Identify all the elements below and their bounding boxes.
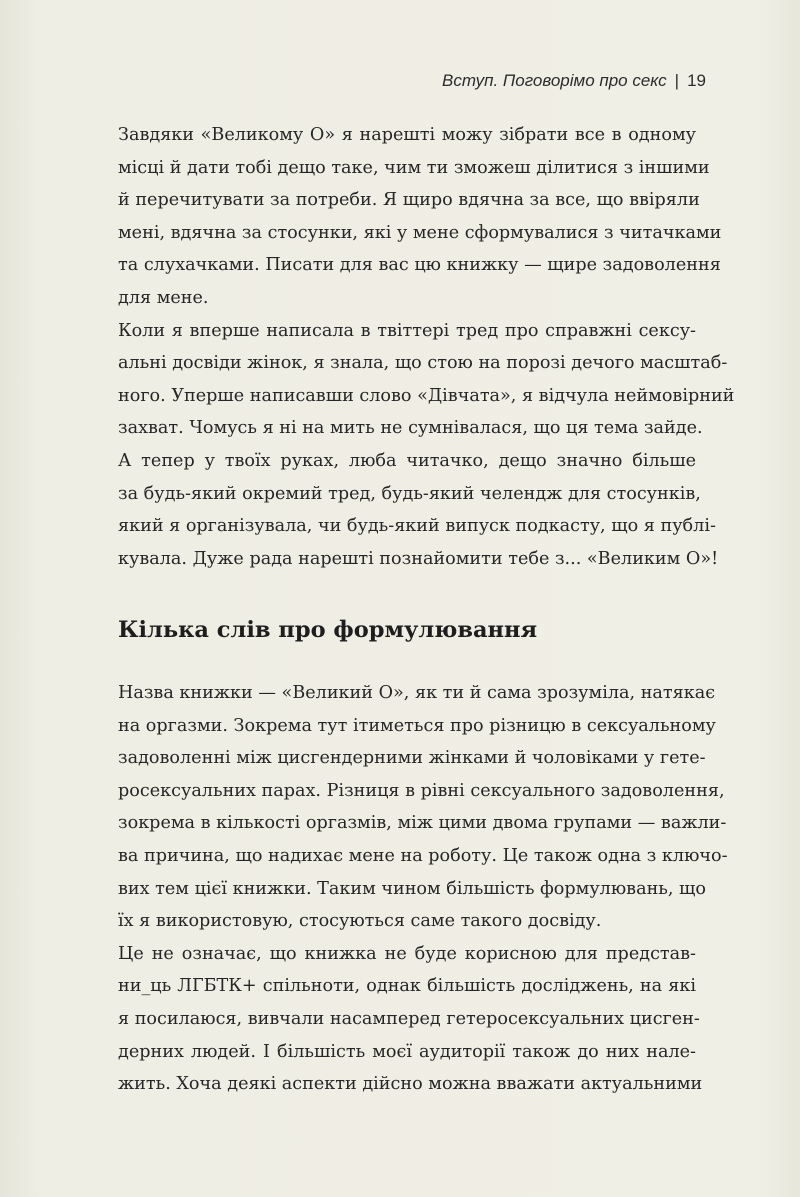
- text-line: альні досвіди жінок, я знала, що стою на порозі дечого масштаб-: [118, 353, 728, 374]
- text-line: Це не означає, що книжка не буде корисною для представ-: [118, 943, 696, 964]
- text-line: зокрема в кількості оргазмів, між цими двома групами — важли-: [118, 813, 727, 834]
- text-line: Коли я вперше написала в твіттері тред про справжні сексу-: [118, 320, 696, 341]
- text-line: Завдяки «Великому О» я нарешті можу зібрати все в одному: [118, 125, 696, 145]
- text-line: А тепер у твоїх руках, люба читачко, дещо значно більше: [118, 450, 696, 471]
- text-line: дерних людей. І більшість моєї аудиторії також до них нале-: [118, 1041, 696, 1062]
- running-head-separator: |: [674, 71, 680, 90]
- section-heading: Кілька слів про формулювання: [118, 617, 538, 643]
- text-line: росексуальних парах. Різниця в рівні сексуального задоволення,: [118, 780, 725, 801]
- body-text-bottom: [118, 677, 728, 1101]
- body-text-top: [118, 119, 735, 575]
- text-line: який я організувала, чи будь-який випуск подкасту, що я публі-: [118, 516, 716, 537]
- text-line: для мене.: [118, 287, 209, 308]
- text-line: місці й дати тобі дещо таке, чим ти зможеш ділитися з іншими: [118, 157, 710, 178]
- running-head-title: Вступ. Поговорімо про секс: [442, 71, 667, 90]
- text-line: на оргазми. Зокрема тут ітиметься про різницю в сексуальному: [118, 715, 716, 736]
- running-head: [442, 71, 706, 91]
- text-line: Назва книжки — «Великий О», як ти й сама зрозуміла, натякає: [118, 683, 716, 703]
- text-line: ного. Уперше написавши слово «Дівчата», я відчула неймовірний: [118, 385, 735, 406]
- text-line: їх я використовую, стосуються саме такого досвіду.: [118, 911, 602, 932]
- text-line: та слухачками. Писати для вас цю книжку — щире задоволення: [118, 255, 721, 276]
- text-line: ни_ць ЛГБТК+ спільноти, однак більшість досліджень, на які: [118, 976, 696, 997]
- text-line: ва причина, що надихає мене на роботу. Це також одна з ключо-: [118, 845, 728, 866]
- text-line: й перечитувати за потреби. Я щиро вдячна за все, що ввіряли: [118, 190, 700, 211]
- text-line: за будь-який окремий тред, будь-який челендж для стосунків,: [118, 483, 701, 504]
- text-line: мені, вдячна за стосунки, які у мене сформувалися з читачками: [118, 222, 722, 243]
- text-line: задоволенні між цисгендерними жінками й чоловіками у гете-: [118, 748, 706, 769]
- page-number: 19: [687, 71, 706, 90]
- text-line: жить. Хоча деякі аспекти дійсно можна вважати актуальними: [118, 1074, 703, 1095]
- text-line: захват. Чомусь я ні на мить не сумнівалася, що ця тема зайде.: [118, 418, 703, 439]
- text-line: я посилаюся, вивчали насамперед гетеросексуальних цисген-: [118, 1008, 700, 1029]
- text-line: вих тем цієї книжки. Таким чином більшість формулювань, що: [118, 878, 707, 899]
- text-line: кувала. Дуже рада нарешті познайомити тебе з... «Великим О»!: [118, 548, 719, 569]
